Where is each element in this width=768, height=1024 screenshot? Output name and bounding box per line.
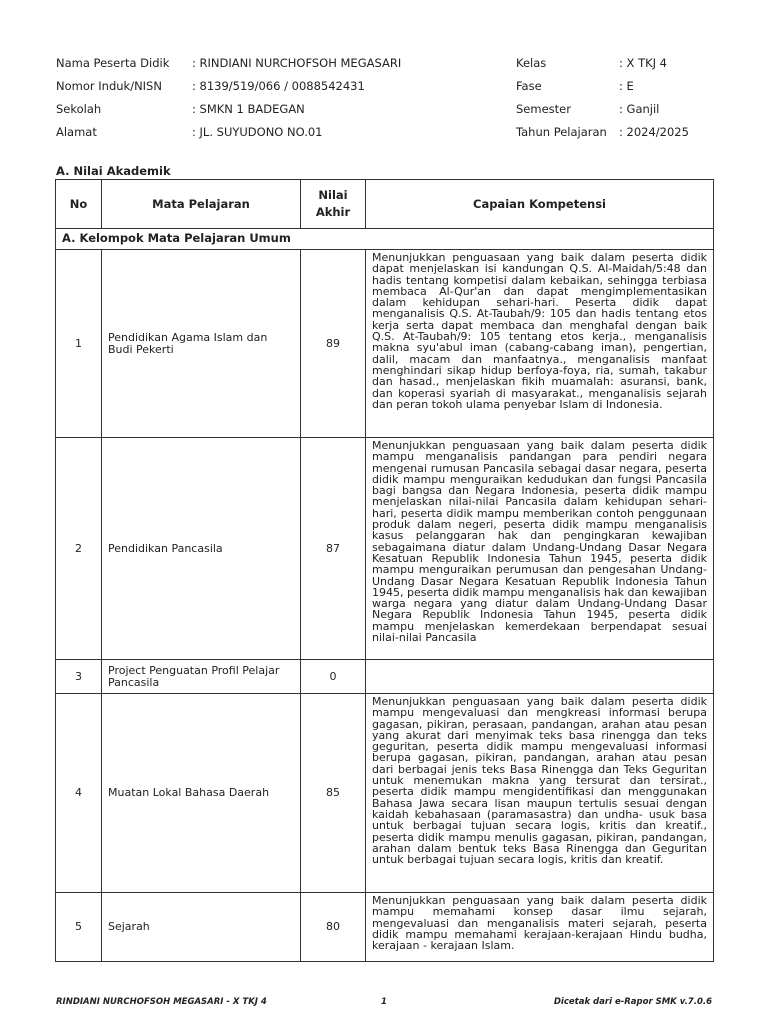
info-value: : 2024/2025 [619,125,689,139]
info-label: Semester [516,102,571,116]
row-no: 1 [56,250,102,438]
table-row [56,660,714,694]
group-label: A. Kelompok Mata Pelajaran Umum [56,229,714,250]
row-grade: 89 [301,250,366,438]
table-row [56,250,714,438]
row-subject: Muatan Lokal Bahasa Daerah [102,694,301,893]
footer-student: RINDIANI NURCHOFSOH MEGASARI - X TKJ 4 [56,997,267,1007]
info-value: : E [619,79,634,93]
row-competency: Menunjukkan penguasaan yang baik dalam peserta didik mampu menganalisis pandangan para pendiri negara mengenai rumusan Pancasila sebagai dasar negara, peserta didik mampu menguraikan kedudukan dan fungsi Pancasila bagi bangsa dan Negara Indonesia, peserta didik mampu menjelaskan nilai-nilai Pancasila dalam kehidupan sehari-hari, peserta didik mampu memberikan contoh penggunaan produk dalam negeri, peserta didik mampu menganalisis kasus pelanggaran hak dan pengingkaran kewajiban sebagaimana diatur dalam Undang-Undang Dasar Negara Kesatuan Republik Indonesia Tahun 1945, peserta didik mampu menguraikan perumusan dan pengesahan Undang-Undang Dasar Negara Kesatuan Republik Indonesia Tahun 1945, peserta didik mampu menganalisis hak dan kewajiban warga negara yang diatur dalam Undang-Undang Dasar Negara Republik Indonesia Tahun 1945, peserta didik mampu menjelaskan kemerdekaan berpendapat sesuai nilai-nilai Pancasila [366,438,714,660]
row-subject: Pendidikan Agama Islam dan Budi Pekerti [102,250,301,438]
row-grade: 87 [301,438,366,660]
header-competency: Capaian Kompetensi [366,180,714,229]
row-no: 3 [56,660,102,694]
row-competency: Menunjukkan penguasaan yang baik dalam peserta didik mampu mengevaluasi dan mengkreasi informasi berupa gagasan, pikiran, perasaan, pandangan, arahan atau pesan yang akurat dari menyimak teks basa rinengga dan teks geguritan, peserta didik mampu mengevaluasi informasi berupa gagasan, pikiran, pandangan, arahan atau pesan dari berbagai jenis teks Basa Rinengga dan Teks Geguritan untuk menemukan makna yang tersurat dan tersirat., peserta didik mampu mengidentifikasi dan menggunakan Bahasa Jawa secara lisan maupun tertulis sesuai dengan kaidah kebahasaan (paramasastra) dan undha- usuk basa untuk berbagai tujuan secara logis, kritis dan kreatif., peserta didik mampu menulis gagasan, pikiran, pandangan, arahan dalam bentuk teks Basa Rinengga dan Geguritan untuk berbagai tujuan secara logis, kritis dan kreatif. [366,694,714,893]
info-label: Tahun Pelajaran [516,125,607,139]
header-no: No [56,180,102,229]
row-no: 4 [56,694,102,893]
info-value: : SMKN 1 BADEGAN [192,102,305,116]
grades-table [55,179,714,962]
table-row [56,694,714,893]
info-label: Alamat [56,125,97,139]
row-grade: 80 [301,893,366,962]
row-no: 5 [56,893,102,962]
group-row [56,229,714,250]
row-competency [366,660,714,694]
row-subject: Project Penguatan Profil Pelajar Pancasila [102,660,301,694]
row-competency: Menunjukkan penguasaan yang baik dalam peserta didik mampu memahami konsep dasar ilmu sejarah, mengevaluasi dan menganalisis materi sejarah, peserta didik mampu memahami kerajaan-kerajaan Hindu budha, kerajaan - kerajaan Islam. [366,893,714,962]
header-grade: Nilai Akhir [301,180,366,229]
info-label: Fase [516,79,542,93]
footer-printed-from: Dicetak dari e-Rapor SMK v.7.0.6 [553,997,712,1007]
info-label: Sekolah [56,102,102,116]
row-no: 2 [56,438,102,660]
info-value: : JL. SUYUDONO NO.01 [192,125,323,139]
info-value: : Ganjil [619,102,660,116]
table-row [56,893,714,962]
info-value: : X TKJ 4 [619,56,667,70]
info-value: : RINDIANI NURCHOFSOH MEGASARI [192,56,402,70]
row-subject: Sejarah [102,893,301,962]
info-label: Nomor Induk/NISN [56,79,162,93]
table-header-row [56,180,714,229]
table-row [56,438,714,660]
info-value: : 8139/519/066 / 0088542431 [192,79,365,93]
row-grade: 0 [301,660,366,694]
info-label: Kelas [516,56,547,70]
footer-page-number: 1 [381,997,387,1007]
info-label: Nama Peserta Didik [56,56,170,70]
row-subject: Pendidikan Pancasila [102,438,301,660]
section-title: A. Nilai Akademik [56,164,171,178]
row-competency: Menunjukkan penguasaan yang baik dalam peserta didik dapat menjelaskan isi kandungan Q.S. Al-Maidah/5:48 dan hadis tentang kompetisi dalam kebaikan, sehingga terbiasa membaca Al-Qur'an dan dapat mengimplementasikan dalam kehidupan sehari-hari. Peserta didik dapat menganalisis Q.S. At-Taubah/9: 105 dan hadis tentang etos kerja serta dapat membaca dan menghafal dengan baik Q.S. At-Taubah/9: 105 tentang etos kerja., menganalisis makna syu'abul iman (cabang-cabang iman), pengertian, dalil, macam dan manfaatnya., menganalisis manfaat menghindari sikap hidup berfoya-foya, ria, sumah, takabur dan hasad., menjelaskan fikih muamalah: asuransi, bank, dan koperasi syariah di masyarakat., menganalisis sejarah dan peran tokoh ulama penyebar Islam di Indonesia. [366,250,714,438]
row-grade: 85 [301,694,366,893]
header-subject: Mata Pelajaran [102,180,301,229]
